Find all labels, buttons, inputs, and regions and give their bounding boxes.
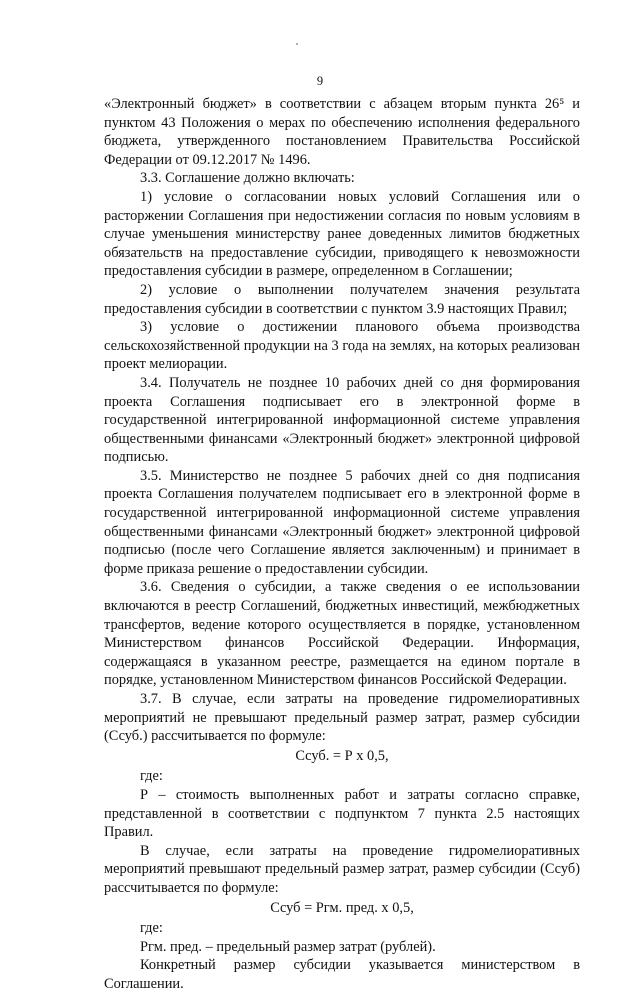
formula-2: Ссуб = Ргм. пред. х 0,5, [270,899,414,916]
document-body [104,95,580,994]
clause-3-4: 3.4. Получатель не позднее 10 рабочих дней со дня формирования проекта Соглашения подписывает его в электронной форме в государственной интегрированной информационной системе управления общественными финансами «Электронный бюджет» электронной цифровой подписью. [104,374,580,466]
page-number: 9 [316,74,324,88]
definition-p: Р – стоимость выполненных работ и затраты согласно справке, представленной в соответствии с подпунктом 7 пункта 2.5 настоящих Правил. [104,786,580,841]
clause-3-3: 3.3. Соглашение должно включать: [140,170,355,187]
where-label-1: где: [140,768,163,785]
clause-3-7: 3.7. В случае, если затраты на проведение гидромелиоративных мероприятий не превышают предельный размер затрат, размер субсидии (Ссуб.) рассчитывается по формуле: [104,691,580,745]
intro-paragraph: «Электронный бюджет» в соответствии с абзацем вторым пункта 26⁵ и пунктом 43 Положения о мерах по обеспечению исполнения федерального бюджета, утвержденного постановлением Правительства Российской Федерации от 09.12.2017 № 1496. [104,96,580,168]
clause-3-3-item-1: 1) условие о согласовании новых условий Соглашения или о расторжении Соглашения при недостижении согласия по новым условиям в случае уменьшения министерству ранее доведенных лимитов бюджетных обязательств на предоставление субсидии, приводящего к невозможности предоставления субсидии в размере, определенном в Соглашении; [104,188,580,280]
final-paragraph: Конкретный размер субсидии указывается министерством в Соглашении. [104,957,580,992]
clause-3-3-item-2: 2) условие о выполнении получателем значения результата предоставления субсидии в соответствии с пунктом 3.9 настоящих Правил; [104,281,580,317]
definition-rgm: Ргм. пред. – предельный размер затрат (рублей). [140,938,436,955]
clause-3-5: 3.5. Министерство не позднее 5 рабочих дней со дня подписания проекта Соглашения получателем подписывает его в электронной форме в государственной интегрированной информационной системе управления общественными финансами «Электронный бюджет» электронной цифровой подписью (после чего Соглашение является заключенным) и принимает в форме приказа решение о предоставлении субсидии. [104,467,580,577]
case-exceeds-paragraph: В случае, если затраты на проведение гидромелиоративных мероприятий превышают предельный размер затрат, размер субсидии (Ссуб) рассчитывается по формуле: [104,842,580,896]
clause-3-6: 3.6. Сведения о субсидии, а также сведения о ее использовании включаются в реестр Соглашений, бюджетных инвестиций, межбюджетных трансфертов, ведение которого осуществляется в порядке, установленном Министерством финансов Российской Федерации. Информация, содержащаяся в указанном реестре, размещается на едином портале в порядке, установленном Министерством финансов Российской Федерации. [104,579,580,689]
formula-1: Ссуб. = Р х 0,5, [295,747,389,764]
clause-3-3-item-3: 3) условие о достижении планового объема производства сельскохозяйственной продукции на 3 года на землях, на которых реализован проект мелиорации. [104,319,580,373]
where-label-2: где: [140,920,163,937]
scan-speck [296,43,298,45]
